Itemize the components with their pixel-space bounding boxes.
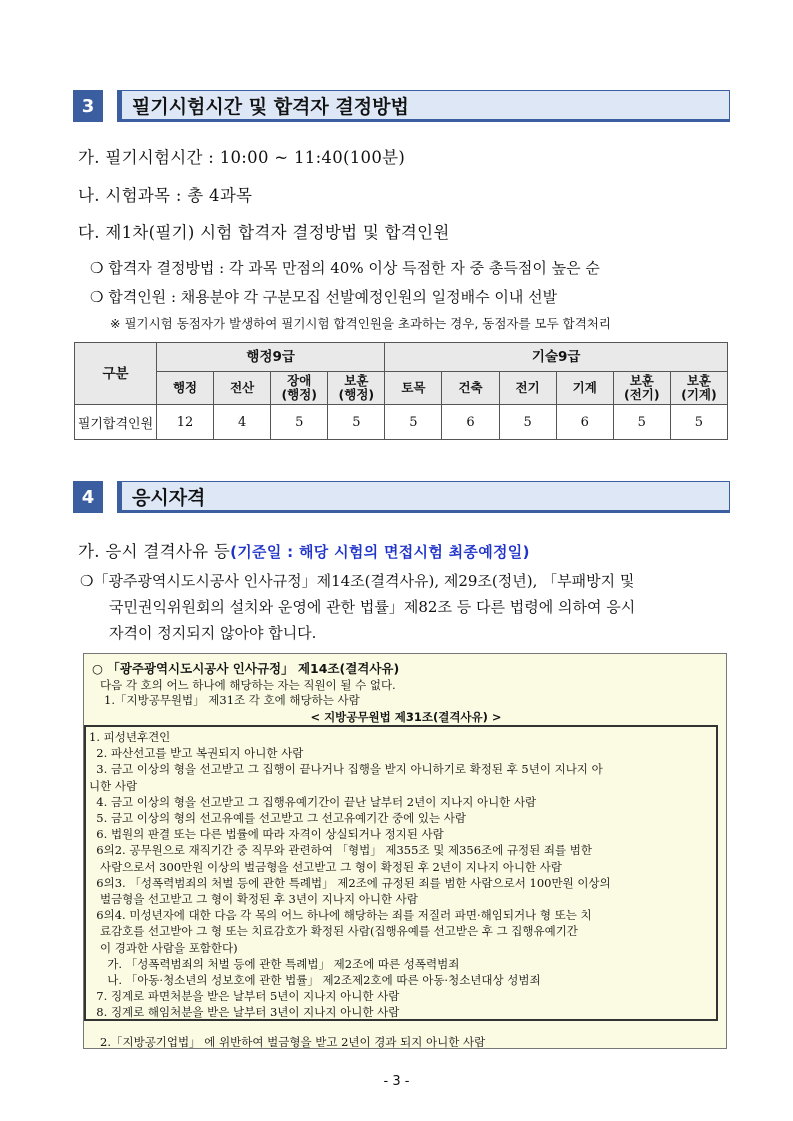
group-admin: 행정9급 [157,343,385,372]
pass-count-cell: 5 [385,405,442,440]
col-header: 보훈 (행정) [328,372,385,405]
law-line: 6의2. 공무원으로 재직기간 중 직무와 관련하여 「형법」 제355조 및 제356조에 규정된 죄를 범한 [89,843,592,858]
regulation-item-2: 2.「지방공기업법」 에 위반하여 벌금형을 받고 2년이 경과 되지 아니한 사람 [100,1035,486,1049]
law-line: 6의3. 「성폭력범죄의 처벌 등에 관한 특례법」 제2조에 규정된 죄를 범한 사람으로서 100만원 이상의 [89,875,611,890]
law-line: 사람으로서 300만원 이상의 벌금형을 선고받고 그 형이 확정된 후 2년이 지나지 아니한 사람 [89,859,562,874]
regulation-heading: ○ 「광주광역시도시공사 인사규정」 제14조(결격사유) [92,661,400,676]
row-label: 필기합격인원 [75,405,157,440]
col-header: 기계 [556,372,613,405]
tie-note: ※ 필기시험 동점자가 발생하여 필기시험 합격인원을 초과하는 경우, 동점자를 모두 합격처리 [110,316,611,331]
section-3-header [73,90,730,122]
pass-count-cell: 5 [271,405,328,440]
law-line: 료감호를 선고받아 그 형 또는 치료감호가 확정된 사람(집행유예를 선고받은 후 그 집행유예기간 [89,924,578,939]
pass-count-cell: 12 [157,405,214,440]
col-header: 장애 (행정) [271,372,328,405]
eligibility-para-2: 국민권익위원회의 설치와 운영에 관한 법률」제82조 등 다른 법령에 의하여 응시 [109,598,636,616]
item-na: 나. 시험과목 : 총 4과목 [78,186,253,205]
law-line: 니한 사람 [89,778,138,793]
col-header: 보훈 (기계) [670,372,727,405]
bullet-decision-method: ❍ 합격자 결정방법 : 각 과목 만점의 40% 이상 득점한 자 중 총득점이 높은 순 [90,259,600,277]
eligibility-para-3: 자격이 정지되지 않아야 합니다. [109,624,317,642]
pass-count-cell: 5 [328,405,385,440]
table-corner: 구분 [75,343,157,405]
law-line: 나. 「아동·청소년의 성보호에 관한 법률」 제2조제2호에 따른 아동·청소년대상 성범죄 [89,973,541,987]
law-line: 7. 징계로 파면처분을 받은 날부터 5년이 지나지 아니한 사람 [89,989,400,1004]
section-4-title: 응시자격 [117,481,730,513]
law-line: 가. 「성폭력범죄의 처벌 등에 관한 특례법」 제2조에 따른 성폭력범죄 [89,956,460,971]
col-header: 전기 [499,372,556,405]
item-ga-eligibility [78,538,530,562]
law-line: 6. 법원의 판결 또는 다른 법률에 따라 자격이 상실되거나 정지된 사람 [89,827,444,842]
law-31-box [84,725,718,1021]
col-header: 보훈 (전기) [613,372,670,405]
pass-count-cell: 5 [670,405,727,440]
eligibility-prefix: 가. 응시 결격사유 등 [78,542,231,561]
eligibility-para-1: ❍「광주광역시도시공사 인사규정」제14조(결격사유), 제29조(정년), 「부패방지 및 [80,572,635,590]
item-da: 다. 제1차(필기) 시험 합격자 결정방법 및 합격인원 [78,223,450,242]
pass-count-cell: 4 [214,405,271,440]
regulation-box [83,653,727,1049]
pass-count-cell: 6 [556,405,613,440]
law-line: 5. 금고 이상의 형의 선고유예를 선고받고 그 선고유예기간 중에 있는 사람 [89,811,466,825]
law-line: 4. 금고 이상의 형을 선고받고 그 집행유예기간이 끝난 날부터 2년이 지나지 아니한 사람 [89,794,537,809]
eligibility-reference-date: (기준일 : 해당 시험의 면접시험 최종예정일) [230,543,530,561]
regulation-intro: 다음 각 호의 어느 하나에 해당하는 자는 직원이 될 수 없다. [100,678,396,692]
law-line: 벌금형을 선고받고 그 형이 확정된 후 3년이 지나지 아니한 사람 [89,892,418,906]
law-subtitle: < 지방공무원법 제31조(결격사유) > [310,710,502,724]
pass-count-table [74,342,728,440]
item-ga: 가. 필기시험시간 : 10:00 ~ 11:40(100분) [78,148,406,167]
col-header: 전산 [214,372,271,405]
law-line: 8. 징계로 해임처분을 받은 날부터 3년이 지나지 아니한 사람 [89,1005,400,1020]
regulation-item-1: 1.「지방공무원법」 제31조 각 호에 해당하는 사람 [104,693,360,707]
law-line: 이 경과한 사람을 포함한다) [89,940,238,955]
col-header: 건축 [442,372,499,405]
group-tech: 기술9급 [385,343,728,372]
section-4-number: 4 [73,481,103,513]
page-number: - 3 - [383,1074,410,1089]
pass-count-cell: 6 [442,405,499,440]
law-line: 2. 파산선고를 받고 복권되지 아니한 사람 [89,746,304,761]
col-header: 토목 [385,372,442,405]
pass-count-cell: 5 [499,405,556,440]
law-line: 1. 피성년후견인 [89,730,171,744]
law-line: 6의4. 미성년자에 대한 다음 각 목의 어느 하나에 해당하는 죄를 저질러 파면·해임되거나 형 또는 치 [89,908,592,923]
section-3-title: 필기시험시간 및 합격자 결정방법 [117,90,730,122]
col-header: 행정 [157,372,214,405]
section-4-header [73,481,730,513]
section-3-number: 3 [73,90,103,122]
bullet-pass-count: ❍ 합격인원 : 채용분야 각 구분모집 선발예정인원의 일정배수 이내 선발 [90,288,558,306]
pass-count-cell: 5 [613,405,670,440]
law-line: 3. 금고 이상의 형을 선고받고 그 집행이 끝나거나 집행을 받지 아니하기로 확정된 후 5년이 지나지 아 [89,762,603,777]
